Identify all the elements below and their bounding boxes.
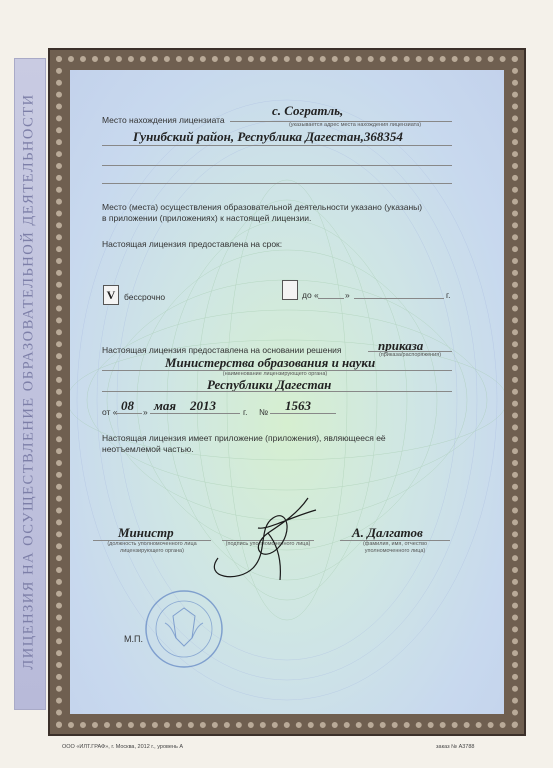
basis-authority-hint: (наименование лицензирующего органа) xyxy=(222,371,328,377)
handwritten-signature xyxy=(198,488,328,588)
location-value-2: Гунибский район, Республика Дагестан,368354 xyxy=(133,129,403,144)
order-year: 2013 xyxy=(190,398,216,413)
term-label: Настоящая лицензия предоставлена на срок: xyxy=(102,239,283,249)
underline xyxy=(318,298,344,299)
activity-text-2: в приложении (приложениях) к настоящей лицензии. xyxy=(102,213,312,223)
order-year-suffix: г. xyxy=(243,407,248,417)
basis-label: Настоящая лицензия предоставлена на основании решения xyxy=(102,345,342,355)
side-title: ЛИЦЕНЗИЯ НА ОСУЩЕСТВЛЕНИЕ ОБРАЗОВАТЕЛЬНОЙ ДЕЯТЕЛЬНОСТИ xyxy=(20,93,37,670)
footer-order-number: заказ № А3788 xyxy=(436,744,475,750)
order-month: мая xyxy=(154,398,177,413)
order-number: 1563 xyxy=(285,398,311,413)
indefinite-label: бессрочно xyxy=(124,292,166,302)
official-seal xyxy=(143,588,225,670)
stamp-label: М.П. xyxy=(124,634,143,644)
underline xyxy=(102,183,452,184)
until-checkbox xyxy=(282,280,298,300)
until-year-suffix: г. xyxy=(446,290,451,300)
location-value-1: с. Согратль, xyxy=(272,103,344,118)
basis-doc-type-hint: (приказа/распоряжения) xyxy=(378,352,442,358)
order-number-label: № xyxy=(259,407,269,417)
until-mid: » xyxy=(345,290,350,300)
signer-position: Министр xyxy=(118,525,174,540)
footer-printer: ООО «ИЛТ.ГРАФ», г. Москва, 2012 г., уровень А xyxy=(62,744,184,750)
underline xyxy=(150,413,240,414)
appendix-text-2: неотъемлемой частью. xyxy=(102,444,194,454)
until-label: до « xyxy=(302,290,319,300)
indefinite-checkbox: V xyxy=(103,285,119,305)
order-day: 08 xyxy=(121,398,134,413)
basis-doc-type: приказа xyxy=(378,338,424,353)
underline xyxy=(270,413,336,414)
underline xyxy=(116,413,142,414)
day-close: » xyxy=(143,407,148,417)
location-hint: (указывается адрес места нахождения лицензиата) xyxy=(288,122,422,128)
basis-authority-2: Республики Дагестан xyxy=(207,377,332,392)
name-hint: (фамилия, имя, отчество уполномоченного лица) xyxy=(362,541,428,554)
activity-text-1: Место (места) осуществления образовательной деятельности указано (указаны) xyxy=(102,202,423,212)
location-label: Место нахождения лицензиата xyxy=(102,115,225,125)
position-hint: (должность уполномоченного лица лицензирующего органа) xyxy=(107,541,197,554)
signer-name: А. Далгатов xyxy=(352,525,423,540)
sign-hint: (подпись уполномоченного лица) xyxy=(225,541,311,547)
date-from: от « xyxy=(102,407,118,417)
underline xyxy=(102,391,452,392)
underline xyxy=(102,165,452,166)
underline xyxy=(354,298,444,299)
appendix-text-1: Настоящая лицензия имеет приложение (приложения), являющееся её xyxy=(102,433,386,443)
basis-authority-1: Министерства образования и науки xyxy=(165,355,376,370)
underline xyxy=(102,145,452,146)
